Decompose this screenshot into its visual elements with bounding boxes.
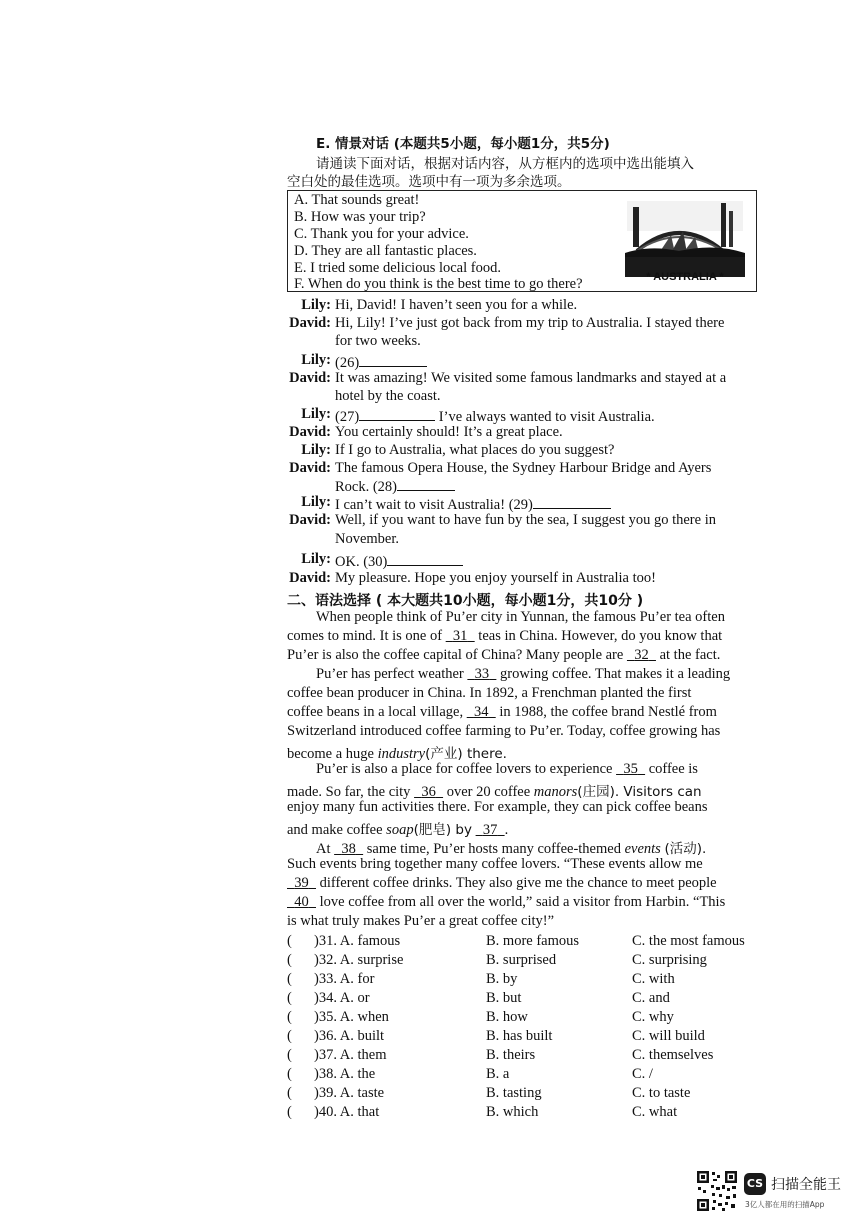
- blank-35[interactable]: [616, 761, 645, 777]
- option-f: F. When do you think is the best time to go there?: [294, 276, 583, 292]
- speaker-lily: Lily:: [301, 551, 331, 567]
- passage-line: [316, 761, 698, 778]
- passage-text: .: [504, 822, 509, 838]
- passage-line: coffee bean producer in China. In 1892, a Frenchman planted the first: [287, 685, 692, 701]
- choice-c[interactable]: C. the most famous: [632, 933, 745, 949]
- answer-blank[interactable]: [359, 352, 427, 367]
- choice-b[interactable]: B. tasting: [486, 1085, 542, 1101]
- option-c: C. Thank you for your advice.: [294, 226, 469, 242]
- dialogue-line: The famous Opera House, the Sydney Harbour Bridge and Ayers: [335, 460, 712, 476]
- choice-c[interactable]: C. with: [632, 971, 675, 987]
- blank-34[interactable]: [467, 704, 496, 720]
- blank-number: 40: [294, 894, 309, 910]
- dialogue-text: OK. (30): [335, 554, 388, 570]
- australia-picture: [619, 195, 751, 289]
- blank-31[interactable]: [446, 628, 475, 644]
- option-d: D. They are all fantastic places.: [294, 243, 477, 259]
- choice-b[interactable]: B. how: [486, 1009, 528, 1025]
- answer-paren[interactable]: (: [287, 971, 292, 987]
- speaker-david: David:: [289, 370, 331, 386]
- blank-number: 32: [634, 647, 649, 663]
- passage-text: at the fact.: [659, 647, 721, 663]
- options-box: [287, 190, 757, 292]
- passage-text: Pu’er is also a place for coffee lovers to experience: [316, 761, 613, 777]
- passage-line: enjoy many fun activities there. For example, they can pick coffee beans: [287, 799, 708, 815]
- answer-blank[interactable]: [387, 551, 463, 566]
- speaker-lily: Lily:: [301, 297, 331, 313]
- choice-a[interactable]: )39. A. taste: [314, 1085, 385, 1101]
- vocab-word: industry: [377, 746, 426, 762]
- passage-text: (产业) there.: [425, 746, 507, 762]
- speaker-david: David:: [289, 512, 331, 528]
- choice-b[interactable]: B. by: [486, 971, 518, 987]
- dialogue-line: Hi, David! I haven’t seen you for a while.: [335, 297, 578, 313]
- dialogue-line: November.: [335, 531, 400, 547]
- dialogue-line-27: [335, 406, 655, 426]
- passage-text: Pu’er has perfect weather: [316, 666, 464, 682]
- dialogue-line: for two weeks.: [335, 333, 421, 349]
- passage-line: [287, 704, 717, 721]
- choice-c[interactable]: C. will build: [632, 1028, 705, 1044]
- answer-paren[interactable]: (: [287, 1028, 292, 1044]
- blank-40[interactable]: [287, 894, 316, 910]
- vocab-word: soap: [386, 822, 414, 838]
- vocab-word: manors: [533, 784, 578, 800]
- passage-line: [287, 628, 722, 645]
- blank-32[interactable]: [627, 647, 656, 663]
- passage-text: different coffee drinks. They also give me the chance to meet people: [319, 875, 717, 891]
- dialogue-line: It was amazing! We visited some famous landmarks and stayed at a: [335, 370, 727, 386]
- passage-line: is what truly makes Pu’er a great coffee city!”: [287, 913, 555, 929]
- answer-paren[interactable]: (: [287, 933, 292, 949]
- dialogue-line: Hi, Lily! I’ve just got back from my trip to Australia. I stayed there: [335, 315, 725, 331]
- camscanner-logo: CS: [744, 1173, 766, 1195]
- passage-text: love coffee from all over the world,” said a visitor from Harbin. “This: [319, 894, 726, 910]
- scanner-brand: 扫描全能王: [771, 1177, 841, 1193]
- choice-a[interactable]: )32. A. surprise: [314, 952, 404, 968]
- answer-paren[interactable]: (: [287, 1085, 292, 1101]
- blank-number: 33: [474, 666, 490, 682]
- choice-a[interactable]: )40. A. that: [314, 1104, 380, 1120]
- dialogue-line-29: [335, 494, 611, 514]
- blank-number: 34: [473, 704, 489, 720]
- choice-a[interactable]: )34. A. or: [314, 990, 370, 1006]
- choice-a[interactable]: )37. A. them: [314, 1047, 387, 1063]
- section-e-heading: E. 情景对话 (本题共5小题，每小题1分，共5分): [316, 136, 610, 152]
- blank-38[interactable]: [334, 841, 363, 857]
- choice-a[interactable]: )38. A. the: [314, 1066, 376, 1082]
- passage-line: When people think of Pu’er city in Yunnan, the famous Pu’er tea often: [316, 609, 725, 625]
- answer-paren[interactable]: (: [287, 1009, 292, 1025]
- answer-blank[interactable]: [359, 406, 435, 421]
- dialogue-line: If I go to Australia, what places do you suggest?: [335, 442, 615, 458]
- speaker-david: David:: [289, 570, 331, 586]
- passage-text: growing coffee. That makes it a leading: [500, 666, 731, 682]
- blank-37[interactable]: [476, 822, 505, 838]
- passage-text: teas in China. However, do you know that: [478, 628, 723, 644]
- speaker-lily: Lily:: [301, 494, 331, 510]
- blank-number: 31: [452, 628, 468, 644]
- answer-paren[interactable]: (: [287, 1104, 292, 1120]
- passage-text: (活动).: [664, 841, 707, 857]
- section-e-instruction: 请通读下面对话，根据对话内容，从方框内的选项中选出能填入: [316, 156, 694, 172]
- passage-line: [287, 742, 507, 763]
- passage-text: (庄园). Visitors can: [577, 784, 702, 800]
- blank-number: (27): [335, 409, 360, 425]
- speaker-lily: Lily:: [301, 352, 331, 368]
- choice-a[interactable]: )36. A. built: [314, 1028, 385, 1044]
- blank-number: 37: [482, 822, 498, 838]
- choice-b[interactable]: B. but: [486, 990, 522, 1006]
- passage-line: [287, 875, 717, 892]
- blank-33[interactable]: [467, 666, 496, 682]
- passage-text: (肥皂) by: [413, 822, 472, 838]
- choice-c[interactable]: C. /: [632, 1066, 653, 1082]
- dialogue-line: You certainly should! It’s a great place.: [335, 424, 563, 440]
- qr-code-icon: [696, 1170, 738, 1212]
- choice-b[interactable]: B. has built: [486, 1028, 553, 1044]
- blank-number: (26): [335, 355, 360, 371]
- passage-text: coffee is: [648, 761, 698, 777]
- passage-line: Such events bring together many coffee lovers. “These events allow me: [287, 856, 703, 872]
- passage-text: made. So far, the city: [287, 784, 411, 800]
- answer-blank[interactable]: [533, 494, 611, 509]
- choice-a[interactable]: )33. A. for: [314, 971, 375, 987]
- speaker-david: David:: [289, 424, 331, 440]
- dialogue-text: I’ve always wanted to visit Australia.: [438, 409, 655, 425]
- choice-c[interactable]: C. why: [632, 1009, 674, 1025]
- passage-line: [287, 894, 725, 911]
- blank-number: 38: [341, 841, 356, 857]
- dialogue-text: I can’t wait to visit Australia! (29): [335, 497, 533, 513]
- option-e: E. I tried some delicious local food.: [294, 260, 501, 276]
- speaker-david: David:: [289, 315, 331, 331]
- speaker-lily: Lily:: [301, 406, 331, 422]
- answer-paren[interactable]: (: [287, 990, 292, 1006]
- answer-paren[interactable]: (: [287, 952, 292, 968]
- blank-number: 35: [623, 761, 638, 777]
- dialogue-line: hotel by the coast.: [335, 388, 441, 404]
- passage-line: [316, 666, 730, 683]
- choice-a[interactable]: )35. A. when: [314, 1009, 389, 1025]
- passage-line: [287, 780, 702, 801]
- option-a: A. That sounds great!: [294, 192, 420, 208]
- choice-c[interactable]: C. to taste: [632, 1085, 691, 1101]
- answer-paren[interactable]: (: [287, 1047, 292, 1063]
- passage-line: Switzerland introduced coffee farming to Pu’er. Today, coffee growing has: [287, 723, 721, 739]
- passage-text: in 1988, the coffee brand Nestlé from: [499, 704, 717, 720]
- choice-b[interactable]: B. theirs: [486, 1047, 536, 1063]
- answer-blank[interactable]: [397, 476, 455, 491]
- dialogue-line: My pleasure. Hope you enjoy yourself in Australia too!: [335, 570, 656, 586]
- passage-line: [316, 837, 706, 858]
- option-b: B. How was your trip?: [294, 209, 426, 225]
- choice-b[interactable]: B. a: [486, 1066, 510, 1082]
- speaker-david: David:: [289, 460, 331, 476]
- passage-text: over 20 coffee: [446, 784, 531, 800]
- choice-a[interactable]: )31. A. famous: [314, 933, 401, 949]
- choice-c[interactable]: C. and: [632, 990, 670, 1006]
- passage-text: At: [316, 841, 331, 857]
- dialogue-line-30: [335, 551, 463, 571]
- choice-b[interactable]: B. surprised: [486, 952, 557, 968]
- dialogue-line-28: [335, 476, 455, 496]
- passage-text: and make coffee: [287, 822, 383, 838]
- passage-text: become a huge: [287, 746, 374, 762]
- blank-number: 39: [294, 875, 309, 891]
- picture-caption: * AUSTRALIA *: [646, 271, 724, 283]
- blank-39[interactable]: [287, 875, 316, 891]
- section-e-instruction-cont: 空白处的最佳选项。选项中有一项为多余选项。: [287, 174, 571, 190]
- passage-text: same time, Pu’er hosts many coffee-themed: [366, 841, 621, 857]
- passage-text: coffee beans in a local village,: [287, 704, 464, 720]
- vocab-word: events: [624, 841, 661, 857]
- scanner-tagline: 3亿人都在用的扫描App: [745, 1200, 825, 1209]
- passage-text: Pu’er is also the coffee capital of China? Many people are: [287, 647, 624, 663]
- passage-line: [287, 818, 508, 839]
- blank-number: 36: [421, 784, 436, 800]
- choice-b[interactable]: B. more famous: [486, 933, 580, 949]
- speaker-lily: Lily:: [301, 442, 331, 458]
- dialogue-line: Well, if you want to have fun by the sea, I suggest you go there in: [335, 512, 716, 528]
- passage-line: [287, 647, 720, 664]
- choice-c[interactable]: C. themselves: [632, 1047, 714, 1063]
- dialogue-text: Rock. (28): [335, 479, 398, 495]
- choice-b[interactable]: B. which: [486, 1104, 539, 1120]
- choice-c[interactable]: C. surprising: [632, 952, 707, 968]
- passage-text: comes to mind. It is one of: [287, 628, 443, 644]
- section-2-heading: 二、语法选择 ( 本大题共10小题，每小题1分，共10分 ): [287, 593, 644, 609]
- dialogue-line-26: [335, 352, 427, 372]
- answer-paren[interactable]: (: [287, 1066, 292, 1082]
- blank-36[interactable]: [414, 784, 443, 800]
- choice-c[interactable]: C. what: [632, 1104, 678, 1120]
